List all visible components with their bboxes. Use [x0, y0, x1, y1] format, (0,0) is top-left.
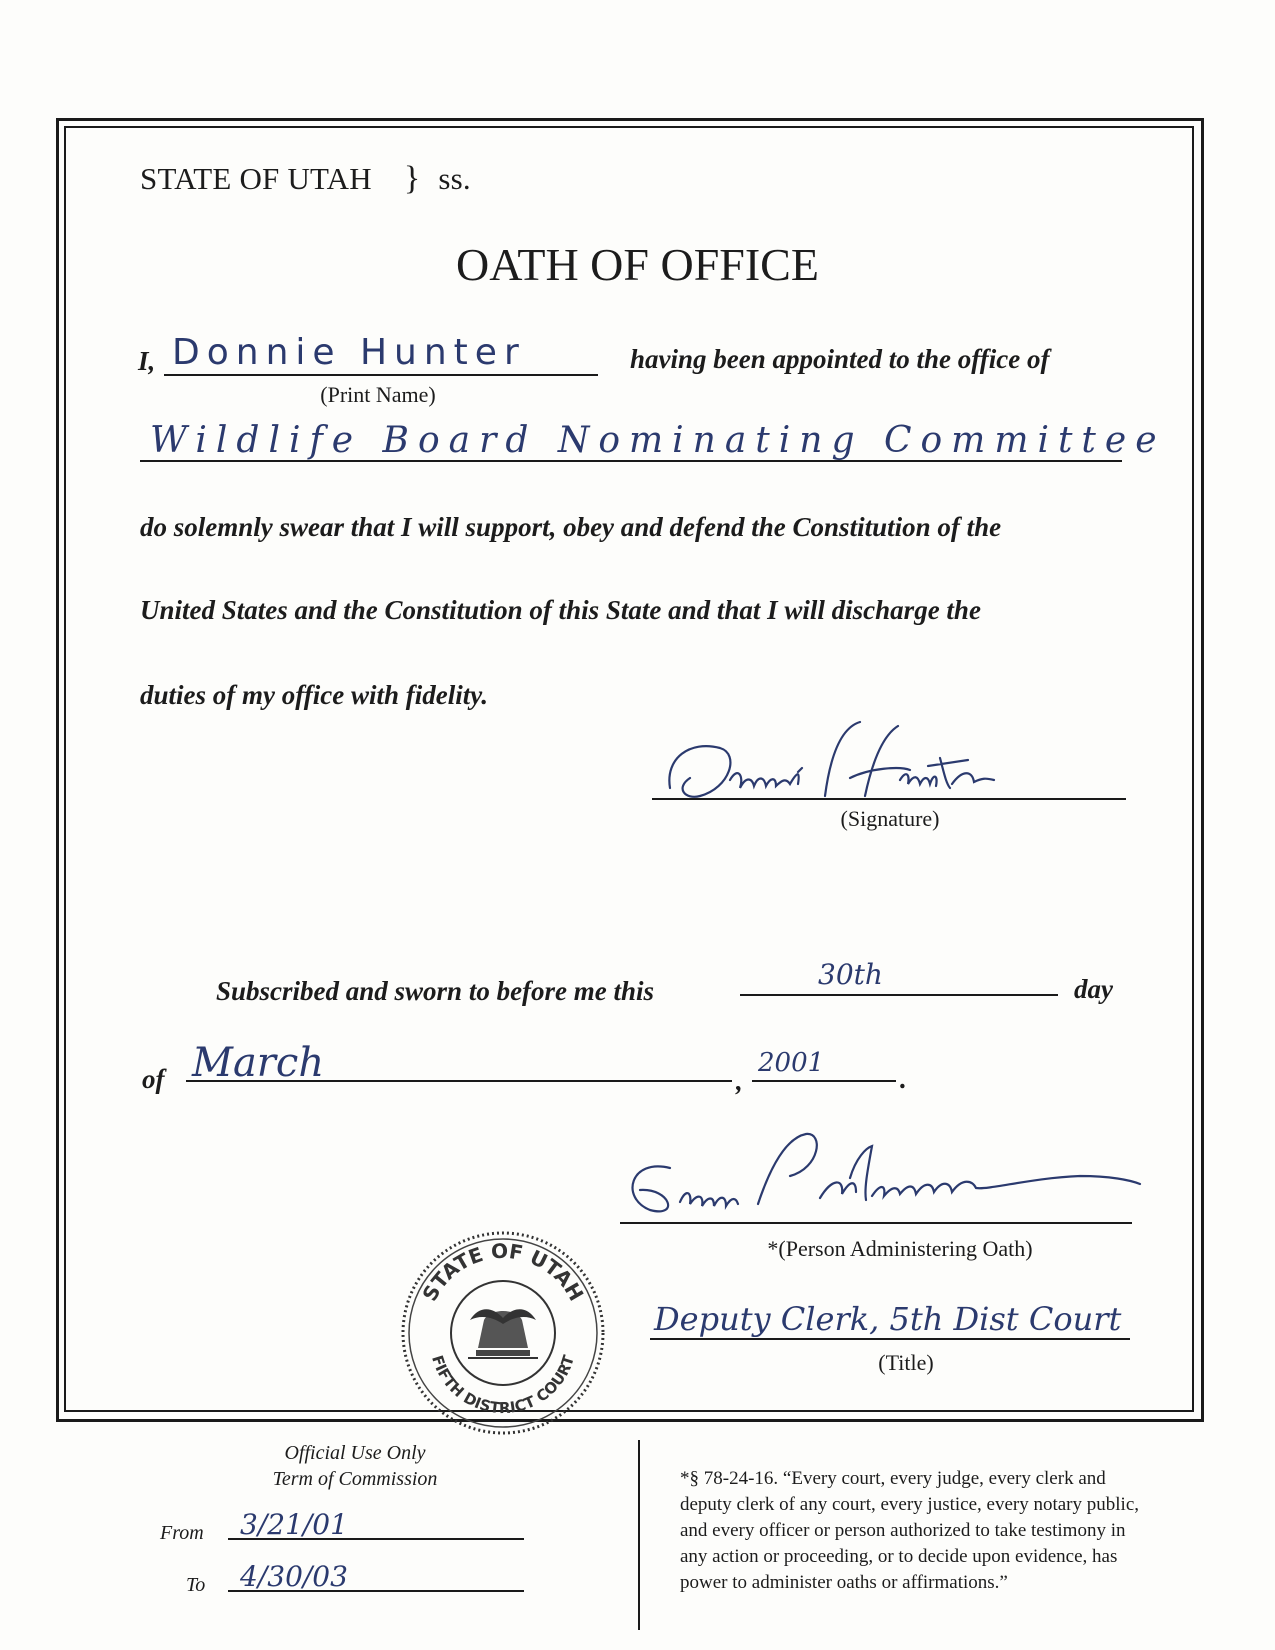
statute-line2: deputy clerk of any court, every justice, every notary public,: [680, 1494, 1139, 1515]
year-value: 2001: [758, 1048, 825, 1078]
oath-taker-signature: [660, 718, 1060, 808]
footer-divider: [638, 1440, 640, 1630]
print-name-caption: (Print Name): [320, 382, 436, 407]
svg-text:STATE OF UTAH: [417, 1239, 588, 1305]
seal-top-text: STATE OF UTAH: [417, 1238, 589, 1306]
day-value: 30th: [818, 958, 883, 991]
title-value: Deputy Clerk, 5th Dist Court: [654, 1300, 1122, 1338]
appointed-text: having been appointed to the office of: [630, 344, 1050, 374]
month-value: March: [192, 1040, 325, 1086]
of-label: of: [142, 1064, 165, 1094]
day-label: day: [1074, 974, 1113, 1004]
office-value: Wildlife Board Nominating Committee: [150, 420, 1166, 461]
statute-line1: *§ 78-24-16. “Every court, every judge, every clerk and: [680, 1468, 1106, 1489]
print-name-value: Donnie Hunter: [172, 332, 526, 373]
administrator-caption: *(Person Administering Oath): [767, 1236, 1033, 1261]
official-use-line1: Official Use Only: [284, 1442, 426, 1464]
court-seal: [398, 1228, 608, 1438]
document-title: OATH OF OFFICE: [456, 239, 819, 290]
to-value: 4/30/03: [240, 1560, 348, 1593]
state-label: STATE OF UTAH: [140, 161, 372, 196]
period: .: [900, 1064, 907, 1094]
seal-bottom-text: FIFTH DISTRICT COURT: [428, 1353, 578, 1418]
venue-line: [140, 160, 471, 198]
day-line: [740, 960, 1058, 996]
brace: }: [403, 160, 421, 197]
statute-line3: and every officer or person authorized to take testimony in: [680, 1520, 1126, 1541]
statute-block: [680, 1466, 1240, 1596]
administrator-signature: [610, 1128, 1150, 1228]
statute-line4: any action or proceeding, or to decide upon evidence, has: [680, 1546, 1118, 1567]
official-use-block: [250, 1440, 460, 1492]
oath-paragraph-line2: United States and the Constitution of this State and that I will discharge the: [140, 595, 981, 625]
oath-paragraph-line1: do solemnly swear that I will support, obey and defend the Constitution of the: [140, 512, 1002, 542]
official-use-line2: Term of Commission: [272, 1468, 438, 1490]
from-value: 3/21/01: [240, 1508, 348, 1541]
subscribed-text: Subscribed and sworn to before me this: [216, 976, 655, 1006]
ss-label: ss.: [438, 161, 471, 196]
oath-paragraph-line3: duties of my office with fidelity.: [140, 680, 488, 710]
to-label: To: [186, 1574, 206, 1596]
from-label: From: [160, 1522, 204, 1544]
title-caption: (Title): [878, 1350, 934, 1375]
pronoun-i: I,: [138, 346, 156, 376]
statute-line5: power to administer oaths or affirmations.”: [680, 1572, 1008, 1593]
comma: ,: [736, 1066, 743, 1096]
signature-caption: (Signature): [840, 806, 940, 831]
